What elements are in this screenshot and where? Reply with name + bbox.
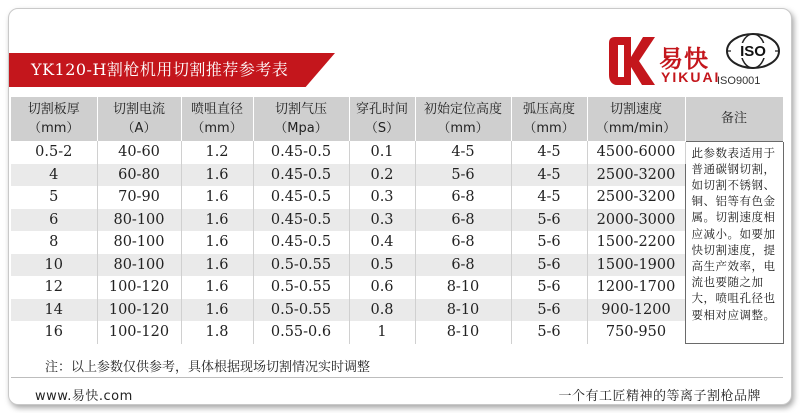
table-cell: 1.6 <box>181 164 253 187</box>
footer-divider <box>11 377 783 378</box>
column-header-label: 切割电流 <box>112 102 165 117</box>
table-cell: 5-6 <box>511 276 587 299</box>
table-cell: 1 <box>349 321 415 344</box>
parameter-card <box>8 8 792 405</box>
table-cell: 1200-1700 <box>587 276 685 299</box>
table-cell: 5-6 <box>511 231 587 254</box>
table-cell: 0.6 <box>349 276 415 299</box>
table-row <box>11 276 783 299</box>
table-cell: 5 <box>11 186 97 209</box>
website-link[interactable]: www.易快.com <box>35 389 133 404</box>
table-row <box>11 321 783 344</box>
table-cell: 16 <box>11 321 97 344</box>
table-cell: 1.6 <box>181 186 253 209</box>
column-header <box>511 97 587 141</box>
table-row <box>11 164 783 187</box>
column-header-unit: （mm） <box>437 121 489 136</box>
table-header-row <box>11 97 783 141</box>
column-header <box>97 97 181 141</box>
table-cell: 0.55-0.6 <box>253 321 349 344</box>
table-cell: 4-5 <box>415 141 511 164</box>
column-header-label: 切割板厚 <box>27 102 80 117</box>
table-cell: 0.5-0.55 <box>253 276 349 299</box>
column-header-unit: （mm） <box>28 121 80 136</box>
column-header-label: 弧压高度 <box>522 102 575 117</box>
table-row <box>11 209 783 232</box>
table-cell: 0.5-0.55 <box>253 254 349 277</box>
column-header-label: 初始定位高度 <box>423 102 502 117</box>
page-title: YK120-H割枪机用切割推荐参考表 <box>31 60 289 79</box>
table-cell: 80-100 <box>97 231 181 254</box>
table-cell: 0.8 <box>349 299 415 322</box>
table-cell: 10 <box>11 254 97 277</box>
column-header <box>181 97 253 141</box>
column-header-label: 备注 <box>720 111 747 127</box>
table-cell: 100-120 <box>97 299 181 322</box>
table-cell: 0.5 <box>349 254 415 277</box>
table-cell: 1.2 <box>181 141 253 164</box>
table-cell: 100-120 <box>97 321 181 344</box>
table-cell: 900-1200 <box>587 299 685 322</box>
table-cell: 8 <box>11 231 97 254</box>
table-cell: 0.45-0.5 <box>253 231 349 254</box>
table-cell: 750-950 <box>587 321 685 344</box>
table-cell: 14 <box>11 299 97 322</box>
table-cell: 5-6 <box>511 299 587 322</box>
table-cell: 8-10 <box>415 299 511 322</box>
table-cell: 60-80 <box>97 164 181 187</box>
column-header-unit: （S） <box>364 121 400 136</box>
table-cell: 6-8 <box>415 209 511 232</box>
table-cell: 0.45-0.5 <box>253 209 349 232</box>
column-header-unit: （mm/min） <box>595 121 677 136</box>
table-cell: 2500-3200 <box>587 186 685 209</box>
column-header-label: 切割速度 <box>609 102 662 117</box>
table-cell: 1500-1900 <box>587 254 685 277</box>
remarks-cell: 此参数表适用于普通碳钢切割，如切割不锈钢、铜、铝等有色金属。切割速度相应减小。如要加快切割速度，提高生产效率，电流也要随之加大，喷咀孔径也要相对应调整。 <box>685 141 783 344</box>
table-cell: 80-100 <box>97 209 181 232</box>
column-header <box>685 97 783 141</box>
footnote: 注：以上参数仅供参考，具体根据现场切割情况实时调整 <box>45 360 371 375</box>
table-cell: 8-10 <box>415 321 511 344</box>
table-cell: 0.45-0.5 <box>253 164 349 187</box>
table-cell: 1.8 <box>181 321 253 344</box>
table-cell: 6 <box>11 209 97 232</box>
table-cell: 0.4 <box>349 231 415 254</box>
column-header <box>253 97 349 141</box>
table-cell: 2000-3000 <box>587 209 685 232</box>
table-cell: 1.6 <box>181 254 253 277</box>
table-row <box>11 299 783 322</box>
table-cell: 8-10 <box>415 276 511 299</box>
table-cell: 4500-6000 <box>587 141 685 164</box>
column-header-label: 穿孔时间 <box>355 102 408 117</box>
table-cell: 5-6 <box>415 164 511 187</box>
table-row <box>11 254 783 277</box>
brand-name-cn: 易快 <box>659 45 709 73</box>
table-cell: 0.3 <box>349 209 415 232</box>
iso-code: ISO9001 <box>717 75 761 87</box>
column-header-unit: （A） <box>121 121 157 136</box>
table-cell: 6-8 <box>415 254 511 277</box>
parameter-table <box>11 97 784 344</box>
table-cell: 2500-3200 <box>587 164 685 187</box>
table-cell: 4-5 <box>511 164 587 187</box>
column-header-label: 喷咀直径 <box>190 102 243 117</box>
table-cell: 4-5 <box>511 141 587 164</box>
table-cell: 4-5 <box>511 186 587 209</box>
table-cell: 4 <box>11 164 97 187</box>
iso-mark: ISO <box>740 43 766 60</box>
column-header-unit: （mm） <box>191 121 243 136</box>
table-cell: 0.45-0.5 <box>253 186 349 209</box>
table-cell: 100-120 <box>97 276 181 299</box>
column-header <box>11 97 97 141</box>
table-cell: 0.2 <box>349 164 415 187</box>
column-header-unit: （mm） <box>523 121 575 136</box>
table-cell: 1.6 <box>181 276 253 299</box>
table-cell: 0.5-0.55 <box>253 299 349 322</box>
column-header <box>349 97 415 141</box>
table-cell: 5-6 <box>511 209 587 232</box>
table-cell: 1.6 <box>181 209 253 232</box>
table-cell: 1.6 <box>181 299 253 322</box>
table-row <box>11 141 783 164</box>
column-header-label: 切割气压 <box>274 102 327 117</box>
table-cell: 1.6 <box>181 231 253 254</box>
column-header <box>587 97 685 141</box>
brand-logo <box>609 35 789 97</box>
table-cell: 40-60 <box>97 141 181 164</box>
table-cell: 70-90 <box>97 186 181 209</box>
table-cell: 5-6 <box>511 254 587 277</box>
table-cell: 1500-2200 <box>587 231 685 254</box>
table-cell: 0.45-0.5 <box>253 141 349 164</box>
table-cell: 0.5-2 <box>11 141 97 164</box>
brand-name-en: YIKUAI <box>661 69 721 85</box>
table-cell: 0.3 <box>349 186 415 209</box>
table-cell: 80-100 <box>97 254 181 277</box>
table-row <box>11 231 783 254</box>
yk-logo-icon <box>609 35 657 87</box>
table-cell: 6-8 <box>415 231 511 254</box>
column-header-unit: （Mpa） <box>274 121 328 136</box>
table-cell: 0.1 <box>349 141 415 164</box>
table-row <box>11 186 783 209</box>
brand-slogan: 一个有工匠精神的等离子割枪品牌 <box>558 389 761 404</box>
table-cell: 12 <box>11 276 97 299</box>
table-cell: 6-8 <box>415 186 511 209</box>
iso-globe-icon <box>723 27 783 71</box>
table-cell: 5-6 <box>511 321 587 344</box>
column-header <box>415 97 511 141</box>
